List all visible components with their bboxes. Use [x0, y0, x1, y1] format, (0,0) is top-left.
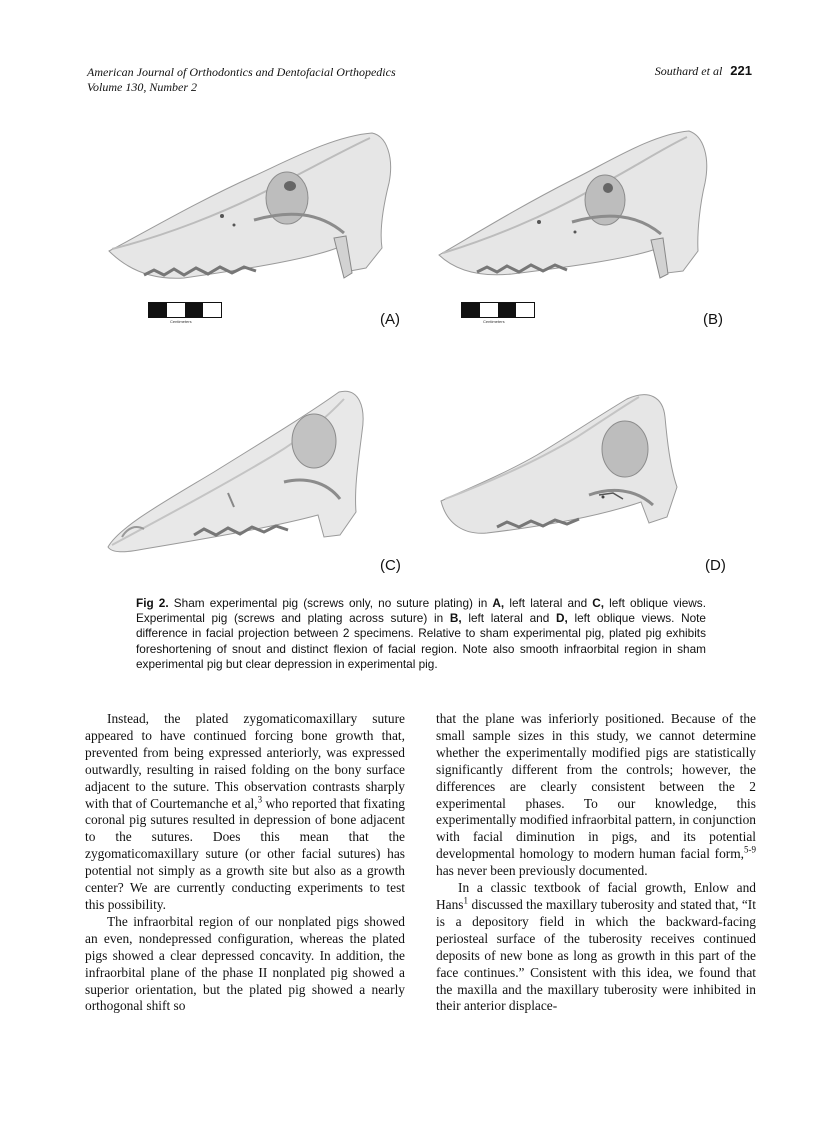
scale-bar-a — [148, 302, 222, 318]
figure-panel-d — [427, 377, 727, 577]
figure-panel-c — [104, 377, 404, 577]
body-column-left — [85, 711, 405, 1015]
citation: 3 — [257, 794, 263, 805]
citation: 1 — [463, 895, 469, 906]
figure-panel-b — [427, 128, 727, 328]
figure-caption: Fig 2. Sham experimental pig (screws only, no suture plating) in A, left lateral and C, left oblique views. Experimental pig (screws and plating across suture) in B, left lateral and D, left oblique views. Note difference in facial projection between 2 specimens. Relative to sham experimental pig, plated pig exhibits foreshortening of snout and distinct flexion of facial region. Note also smooth infraorbital region in sham experimental pig but clear depression in experimental pig. — [136, 596, 706, 671]
page-number: 221 — [730, 63, 752, 78]
figure-panel-a — [104, 128, 404, 328]
author-line: Southard et al — [654, 64, 723, 78]
paragraph: that the plane was inferiorly positioned. Because of the small sample sizes in this study, we cannot determine whether the experimentally modified pigs are statistically significantly different from the controls; however, the differences are clearly consistent between the 2 experimental phases. To our knowledge, this experimentally modified infraorbital pattern, in conjunction with facial diminution in pigs, and its potential developmental homology to modern human facial form,$^{5-9}$ has never been previously documented. — [436, 711, 756, 879]
panel-label-b: (B) — [703, 311, 723, 328]
paragraph: The infraorbital region of our nonplated pigs showed an even, nondepressed configuration, whereas the plated pigs showed a clear depressed concavity. In addition, the infraorbital plane of the phase II nonplated pig showed a superior orientation, but the plated pig showed a nearly orthogonal shift so — [85, 913, 405, 1014]
panel-label-a: (A) — [380, 311, 400, 328]
journal-volume: Volume 130, Number 2 — [87, 80, 197, 94]
scale-bar-b — [461, 302, 535, 318]
journal-title: American Journal of Orthodontics and Dentofacial Orthopedics — [87, 65, 396, 79]
scale-caption-b: Centimeters — [483, 319, 505, 324]
panel-label-d: (D) — [705, 557, 726, 574]
panel-label-c: (C) — [380, 557, 401, 574]
skull-lateral-plated-image — [427, 128, 727, 328]
skull-oblique-plated-image — [427, 377, 727, 577]
body-column-right — [436, 711, 756, 1015]
caption-fig-label: Fig 2. — [136, 596, 169, 610]
running-header-right — [655, 63, 752, 79]
skull-oblique-sham-image — [104, 377, 404, 577]
skull-lateral-sham-image — [104, 128, 404, 328]
running-header-left — [87, 65, 396, 95]
paragraph: Instead, the plated zygomaticomaxillary suture appeared to have continued forcing bone growth that, prevented from being expressed anteriorly, was expressed outwardly, resulting in raised folding on the bony surface adjacent to the suture. This observation contrasts sharply with that of Courtemanche et al,$^3$ who reported that fixating coronal pig sutures resulted in depression of bone adjacent to the sutures. Does this mean that the zygomaticomaxillary suture (or other facial sutures) has potential not simply as a growth site but also as a growth center? We are currently conducting experiments to test this possibility. — [85, 711, 405, 912]
citation: 5-9 — [744, 844, 756, 855]
paragraph: In a classic textbook of facial growth, Enlow and Hans$^1$ discussed the maxillary tuberosity and stated that, “It is a depository field in which the backward-facing periosteal surface of the tuberosity receives continued deposits of new bone as long as growth in this part of the face continues.” Consistent with this idea, we found that the maxilla and the maxillary tuberosity were inhibited in their anterior displace- — [436, 880, 756, 1014]
scale-caption-a: Centimeters — [170, 319, 192, 324]
